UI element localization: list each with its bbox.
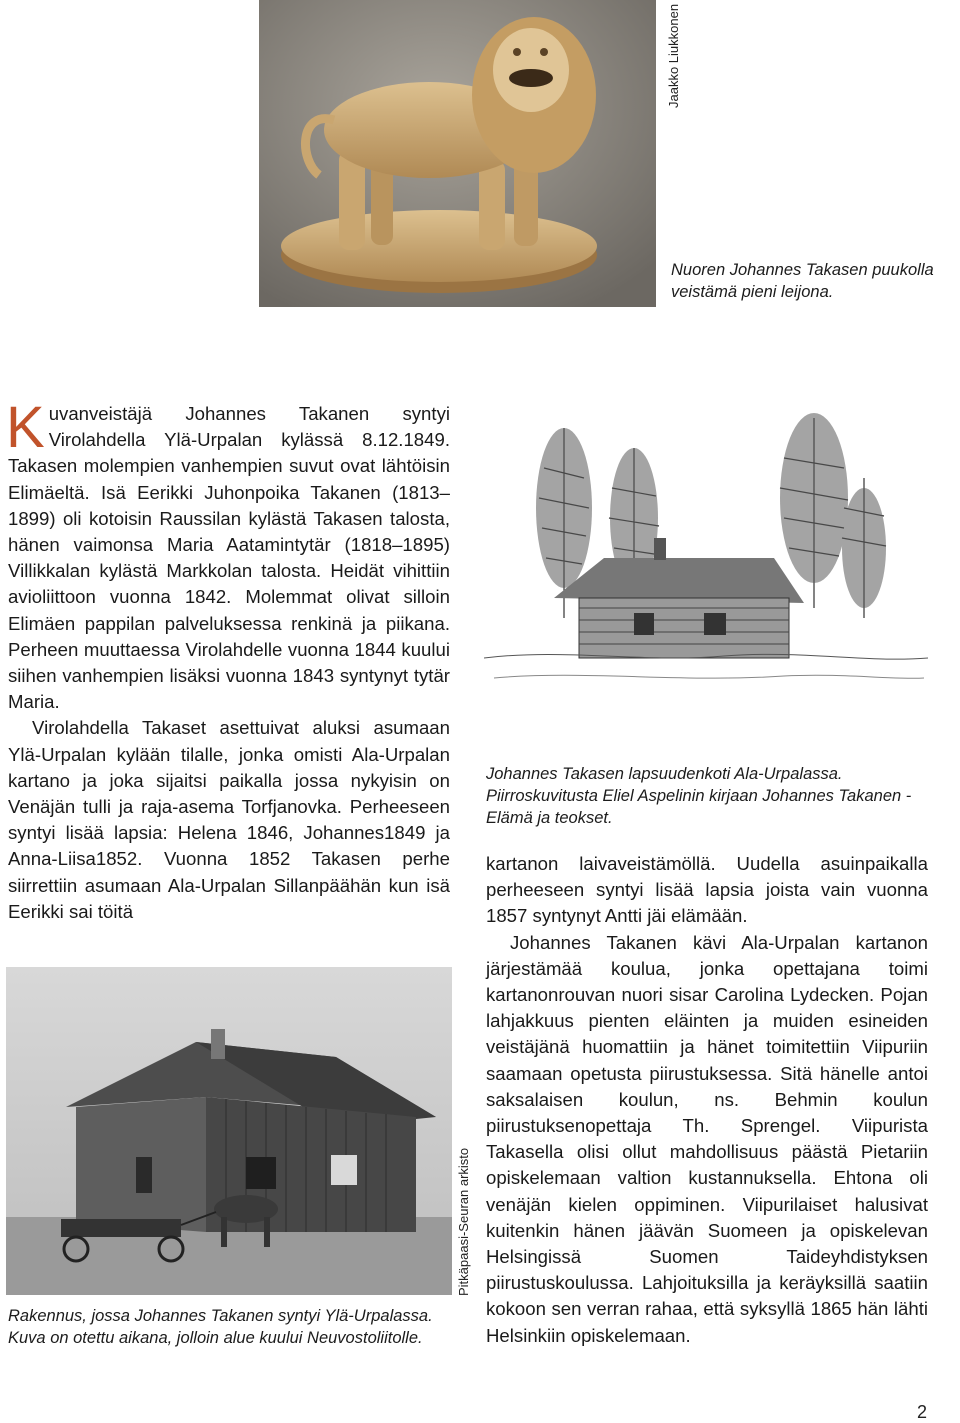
lion-sculpture-photo — [259, 0, 656, 307]
right-paragraph-1: kartanon laivaveistämöllä. Uudella asuinpaikalla perheeseen syntyi lisää lapsia joista vain vuonna 1857 syntynyt Antti jäi elämään. — [486, 853, 928, 927]
childhood-home-drawing — [484, 408, 928, 708]
right-column-text — [486, 851, 928, 1349]
left-paragraph-2: Virolahdella Takaset asettuivat aluksi asumaan Ylä-Urpalan kylään tilalle, jonka omisti Ala-Urpalan kartano ja joka sijaitsi paikalla jossa nykyisin on Venäjän tulli ja raja-asema Torfjanovka. Perheeseen syntyi lisää lapsia: Helena 1846, Johannes1849 ja Anna-Liisa1852. Vuonna 1852 Takasen perhe siirrettiin asumaan Ala-Urpalan Sillanpäähän kun isä Eerikki sai töitä — [8, 717, 450, 922]
lion-photo-credit: Jaakko Liukkonen — [666, 3, 681, 108]
drop-cap-k: K — [6, 395, 45, 460]
birth-house-photo — [6, 967, 452, 1295]
drawing-caption: Johannes Takasen lapsuudenkoti Ala-Urpalassa. Piirroskuvitusta Eliel Aspelinin kirjaan Johannes Takanen - Elämä ja teokset. — [486, 765, 912, 827]
left-column-text — [6, 395, 450, 925]
lion-caption: Nuoren Johannes Takasen puukolla veistämä pieni leijona. — [671, 261, 934, 301]
photo-caption: Rakennus, jossa Johannes Takanen syntyi Ylä-Urpalassa. Kuva on otettu aikana, jolloin alue kuului Neuvostoliitolle. — [8, 1307, 433, 1347]
page-number: 2 — [917, 1402, 928, 1422]
left-paragraph-1: uvanveistäjä Johannes Takanen syntyi Virolahdella Ylä-Urpalan kylässä 8.12.1849. Takasen molempien vanhempien suvut ovat lähtöisin Elimäeltä. Isä Eerikki Juhonpoika Takanen (1813–1899) oli kotoisin Raussilan kylästä Takasen talosta, hänen vaimonsa Maria Aatamintytär (1818–1895) Villikkalan kylästä Markkolan talosta. Heidät vihittiin avioliittoon vuonna 1842. Molemmat olivat silloin Elimäen pappilan palveluksessa renkinä ja piikana. Perheen muuttaessa Virolahdelle vuonna 1844 kuului siihen vanhempien lisäksi vuonna 1843 syntynyt tytär Maria. — [8, 403, 450, 713]
right-paragraph-2: Johannes Takanen kävi Ala-Urpalan kartanon järjestämää koulua, jonka opettajana toimi kartanonrouvan nuori sisar Carolina Lydecken. Pojan lahjakkuus pienten eläinten ja muiden esineiden veistäjänä huomattiin ja hänet toimitettiin Viipuriin saamaan opetusta piirustuksessa. Sitä hänelle antoi saksalaisen koulun, ns. Behmin koulun piirustuksenopettaja Th. Sprengel. Viipurista Takasella olisi ollut mahdollisuus päästä Pietariin opiskelemaan valtion kustannuksella. Ehtona oli venäjän kielen oppiminen. Viipurilaiset halusivat kuitenkin hänen jäävän Suomeen ja opiskelevan Helsingissä Suomen Taideyhdistyksen piirustuskoulussa. Lahjoituksilla ja keräyksillä saatiin kokoon sen verran rahaa, että syksyllä 1865 hän lähti Helsinkiin opiskelemaan. — [486, 931, 928, 1346]
house-photo-credit: Pitkäpaasi-Seuran arkisto — [456, 1147, 471, 1296]
